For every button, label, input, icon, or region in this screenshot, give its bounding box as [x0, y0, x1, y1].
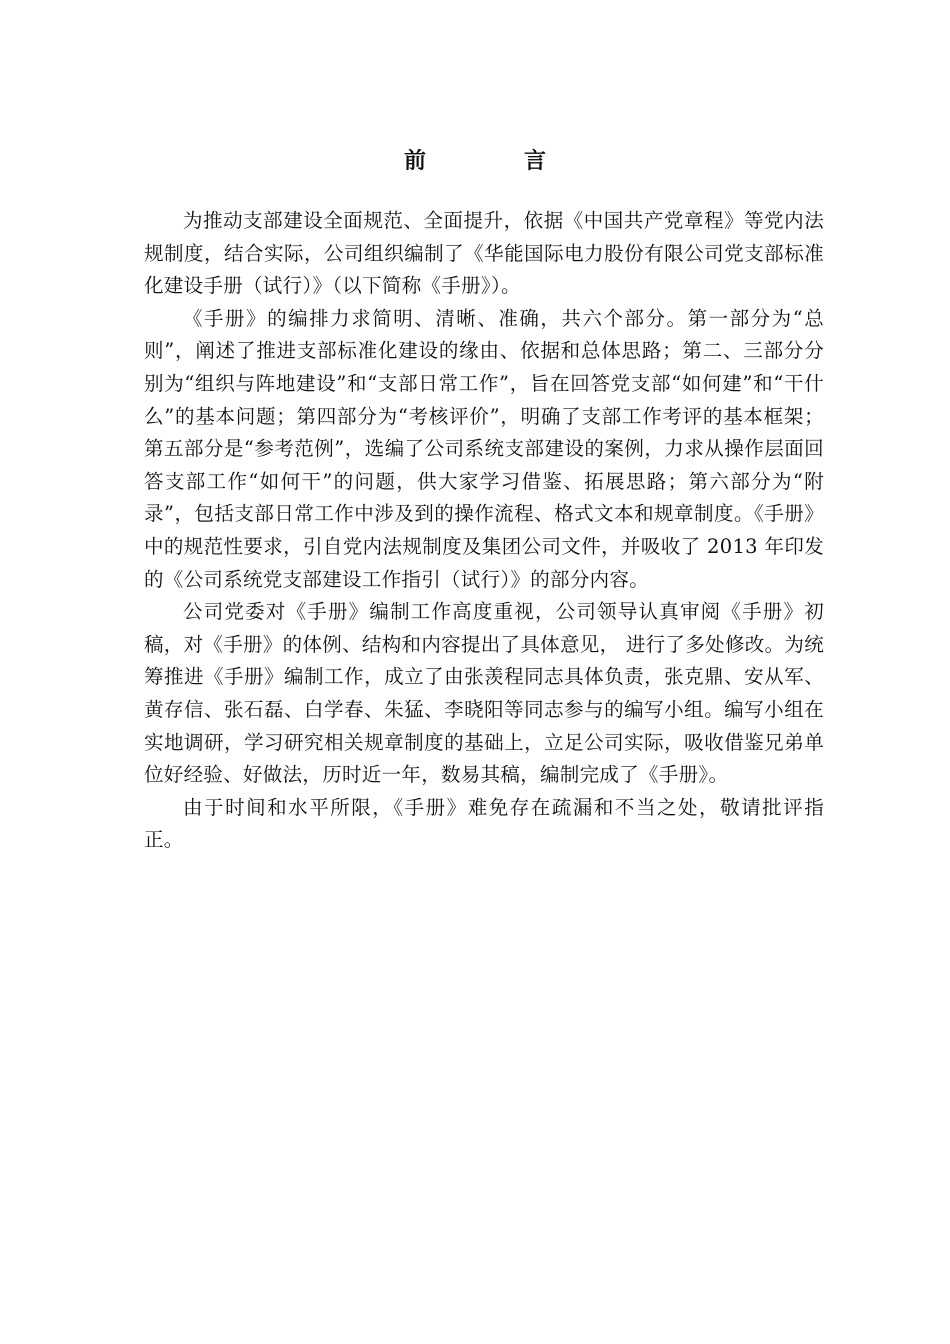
- page-title: 前 言: [403, 148, 584, 174]
- paragraph-3: 公司党委对《手册》编制工作高度重视，公司领导认真审阅《手册》初稿，对《手册》的体例、结构和内容提出了具体意见， 进行了多处修改。为统筹推进《手册》编制工作，成立了由张羡程同志具体负责，张克鼎、安从军、黄存信、张石磊、白学春、朱猛、李晓阳等同志参与的编写小组。编写小组在实地调研，学习研究相关规章制度的基础上，立足公司实际，吸收借鉴兄弟单位好经验、好做法，历时近一年，数易其稿，编制完成了《手册》。: [144, 600, 824, 787]
- paragraph-2: 《手册》的编排力求简明、清晰、准确，共六个部分。第一部分为“总则”，阐述了推进支部标准化建设的缘由、依据和总体思路；第二、三部分分别为“组织与阵地建设”和“支部日常工作”，旨在回答党支部“如何建”和“干什么”的基本问题；第四部分为“考核评价”，明确了支部工作考评的基本框架；第五部分是“参考范例”，选编了公司系统支部建设的案例，力求从操作层面回答支部工作“如何干”的问题，供大家学习借鉴、拓展思路；第六部分为“附录”，包括支部日常工作中涉及到的操作流程、格式文本和规章制度。《手册》中的规范性要求，引自党内法规制度及集团公司文件，并吸收了 2013 年印发的《公司系统党支部建设工作指引（试行）》的部分内容。: [144, 306, 824, 591]
- preface-body: [144, 205, 824, 857]
- paragraph-1: 为推动支部建设全面规范、全面提升，依据《中国共产党章程》等党内法规制度，结合实际，公司组织编制了《华能国际电力股份有限公司党支部标准化建设手册（试行）》（以下简称《手册》）。: [144, 209, 824, 298]
- paragraph-4: 由于时间和水平所限，《手册》难免存在疏漏和不当之处，敬请批评指正。: [144, 795, 824, 852]
